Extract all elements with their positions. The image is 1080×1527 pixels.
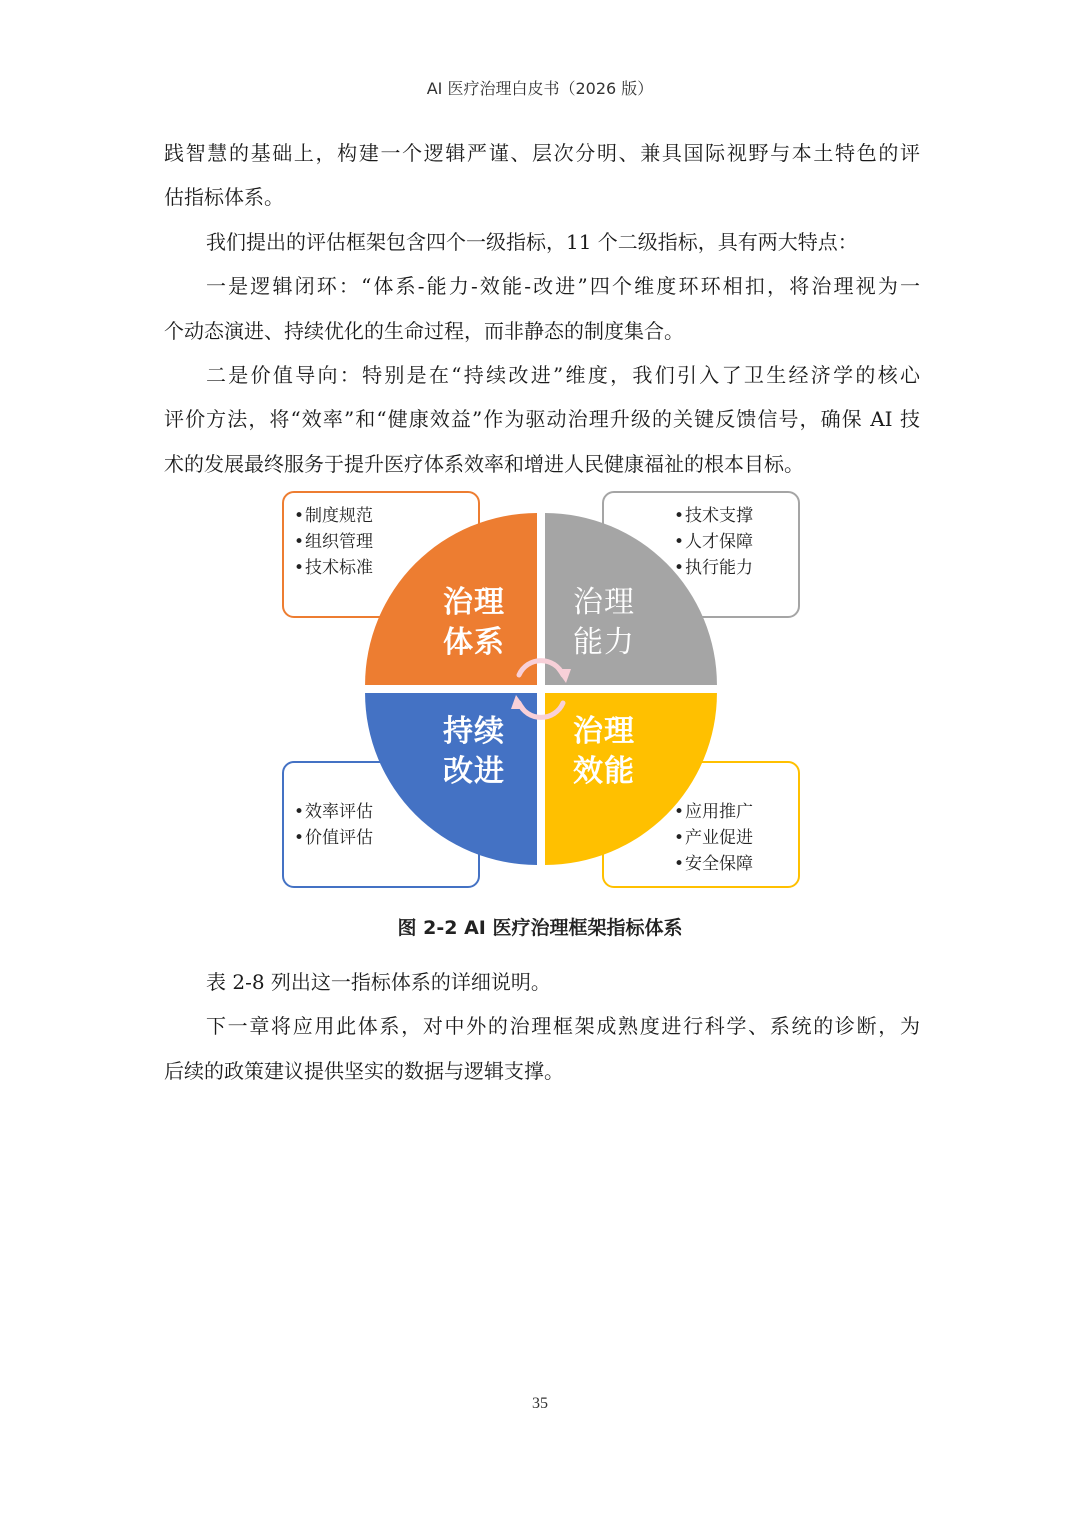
list-item: • 效率评估 (294, 799, 478, 825)
paragraph-line: 评价方法，将“效率”和“健康效益”作为驱动治理升级的关键反馈信号，确保 AI 技 (164, 407, 920, 432)
label-line: 效能 (573, 754, 635, 789)
label-line: 持续 (443, 714, 505, 749)
list-item: • 制度规范 (294, 503, 478, 529)
paragraph-line: 下一章将应用此体系，对中外的治理框架成熟度进行科学、系统的诊断，为 (206, 1014, 920, 1039)
list-item: • 安全保障 (674, 851, 798, 877)
paragraph-line: 估指标体系。 (164, 185, 284, 210)
label-line: 治理 (573, 714, 635, 749)
list-item: • 人才保障 (674, 529, 798, 555)
running-header: AI 医疗治理白皮书（2026 版） (426, 79, 654, 98)
paragraph-line: 术的发展最终服务于提升医疗体系效率和增进人民健康福祉的根本目标。 (164, 451, 804, 476)
paragraph-line: 后续的政策建议提供坚实的数据与逻辑支撑。 (164, 1058, 564, 1083)
label-line: 治理 (443, 585, 505, 620)
quadrant-circle (0, 485, 1080, 905)
quadrant-label-continuous-improvement (443, 712, 523, 792)
quadrant-label-governance-system (443, 583, 523, 663)
label-line: 治理 (573, 585, 635, 620)
list-item: • 产业促进 (674, 825, 798, 851)
body-text-bottom (164, 960, 920, 1093)
list-item: • 价值评估 (294, 825, 478, 851)
figure-caption: 图 2-2 AI 医疗治理框架指标体系 (397, 917, 683, 939)
label-line: 体系 (443, 625, 505, 660)
list-item: • 应用推广 (674, 799, 798, 825)
governance-framework-diagram (0, 485, 1080, 905)
paragraph-line: 一是逻辑闭环：“体系-能力-效能-改进”四个维度环环相扣，将治理视为一 (206, 274, 920, 299)
page-number: 35 (532, 1395, 548, 1412)
list-item: • 组织管理 (294, 529, 478, 555)
label-line: 能力 (573, 625, 635, 660)
paragraph-line: 表 2-8 列出这一指标体系的详细说明。 (206, 970, 551, 994)
list-item: • 执行能力 (674, 555, 798, 581)
quadrant-label-governance-capability (573, 583, 653, 663)
list-item: • 技术标准 (294, 555, 478, 581)
body-text-top (164, 131, 920, 486)
paragraph-line: 我们提出的评估框架包含四个一级指标，11 个二级指标，具有两大特点： (206, 229, 858, 254)
list-item: • 技术支撑 (674, 503, 798, 529)
paragraph-line: 践智慧的基础上，构建一个逻辑严谨、层次分明、兼具国际视野与本土特色的评 (164, 141, 920, 165)
quadrant-label-governance-effectiveness (573, 712, 653, 792)
paragraph-line: 个动态演进、持续优化的生命过程，而非静态的制度集合。 (164, 318, 684, 343)
paragraph-line: 二是价值导向：特别是在“持续改进”维度，我们引入了卫生经济学的核心 (206, 362, 920, 387)
label-line: 改进 (443, 754, 505, 789)
